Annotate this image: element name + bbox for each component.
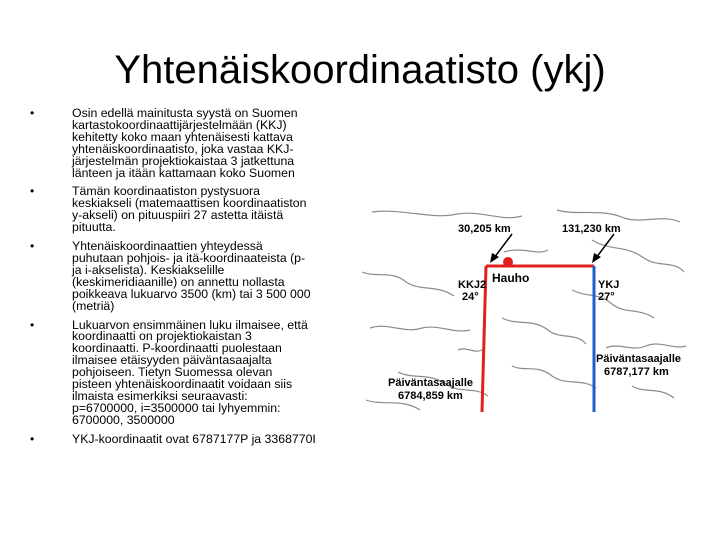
bullet-line: puhutaan pohjois- ja itä-koordinaateista (p- (72, 250, 306, 265)
bullet-item (30, 241, 342, 312)
ykj-map-figure (362, 200, 692, 420)
bullet-line: y-akseli) on pituuspiiri 27 astetta itäistä (72, 208, 284, 223)
bullet-item (30, 431, 342, 446)
arrow-top-right (596, 234, 614, 258)
bullet-line: 6700000, 3500000 (72, 412, 175, 427)
bullet-line: Lukuarvon ensimmäinen luku ilmaisee, että (72, 317, 308, 332)
bullet-line: koordinaatti. P-koordinaatti puolestaan (72, 341, 282, 356)
bullet-line: keskiakseli (matemaattisen koordinaatiston (72, 196, 307, 211)
bullet-line: (keskimeridiaanille) on annettu nollasta (72, 274, 285, 289)
bullet-dot-icon: • (30, 431, 35, 446)
bullet-dot-icon: • (30, 108, 35, 120)
arrow-top-left (494, 234, 512, 258)
kkj2-degree: 24° (462, 291, 479, 303)
bullet-dot-icon: • (30, 184, 35, 199)
bullet-line: Osin edellä mainitusta syystä on Suomen (72, 108, 298, 120)
bullet-dot-icon: • (30, 239, 35, 254)
arrowhead-top-left (490, 253, 499, 263)
slide-title: Yhtenäiskoordinaatisto (ykj) (114, 48, 606, 92)
bullet-line: (metriä) (72, 298, 115, 313)
bullet-line: kartastokoordinaattijärjestelmään (KKJ) (72, 117, 287, 132)
bullet-list (30, 108, 342, 446)
bullet-line: pituutta. (72, 220, 116, 235)
bullet-list-container (30, 108, 342, 503)
left-equator-label: Päiväntasaajalle (388, 377, 474, 389)
bullet-item (30, 108, 342, 179)
hauho-point (503, 257, 513, 267)
bullet-line: ja i-akselista). Keskiakselille (72, 262, 225, 277)
kkj2-label: KKJ2 (458, 279, 487, 291)
bullet-dot-icon: • (30, 317, 35, 332)
bullet-line: ilmaisee etäisyyden päiväntasaajalta (72, 353, 272, 368)
bullet-line: yhtenäiskoordinaatisto, joka vastaa KKJ- (72, 141, 294, 156)
bullet-line: kehitetty koko maan yhtenäisesti kattava (72, 129, 293, 144)
bullet-line: ilmaista esimerkiksi seuraavasti: (72, 388, 248, 403)
top-left-distance-label: 30,205 km (458, 223, 511, 235)
right-equator-distance: 6787,177 km (604, 366, 669, 378)
place-label: Hauho (492, 271, 530, 285)
bullet-line: järjestelmän projektiokaistaa 3 jatkettuna (72, 153, 295, 168)
bullet-line: p=6700000, i=3500000 tai lyhyemmin: (72, 400, 281, 415)
ykj-degree: 27° (598, 291, 615, 303)
bullet-line: koordinaatti on projektiokaistan 3 (72, 329, 252, 344)
top-right-distance-label: 131,230 km (562, 223, 621, 235)
bullet-line: länteen ja itään kattamaan koko Suomen (72, 165, 295, 180)
bullet-item (30, 186, 342, 234)
ykj-label: YKJ (598, 279, 620, 291)
bullet-line: YKJ-koordinaatit ovat 6787177P ja 3368770I (72, 431, 316, 446)
bullet-line: poikkeava lukuarvo 3500 (km) tai 3 500 000 (72, 286, 311, 301)
bullet-item (30, 317, 342, 427)
bullet-line: Tämän koordinaatiston pystysuora (72, 184, 260, 199)
bullet-line: pisteen yhtenäiskoordinaatit voidaan siis (72, 377, 293, 392)
bullet-line: pohjoiseen. Tietyn Suomessa olevan (72, 365, 273, 380)
right-equator-label: Päiväntasaajalle (596, 353, 682, 365)
left-equator-distance: 6784,859 km (398, 390, 463, 402)
arrowhead-top-right (592, 253, 601, 263)
bullet-line: Yhtenäiskoordinaattien yhteydessä (72, 239, 263, 254)
